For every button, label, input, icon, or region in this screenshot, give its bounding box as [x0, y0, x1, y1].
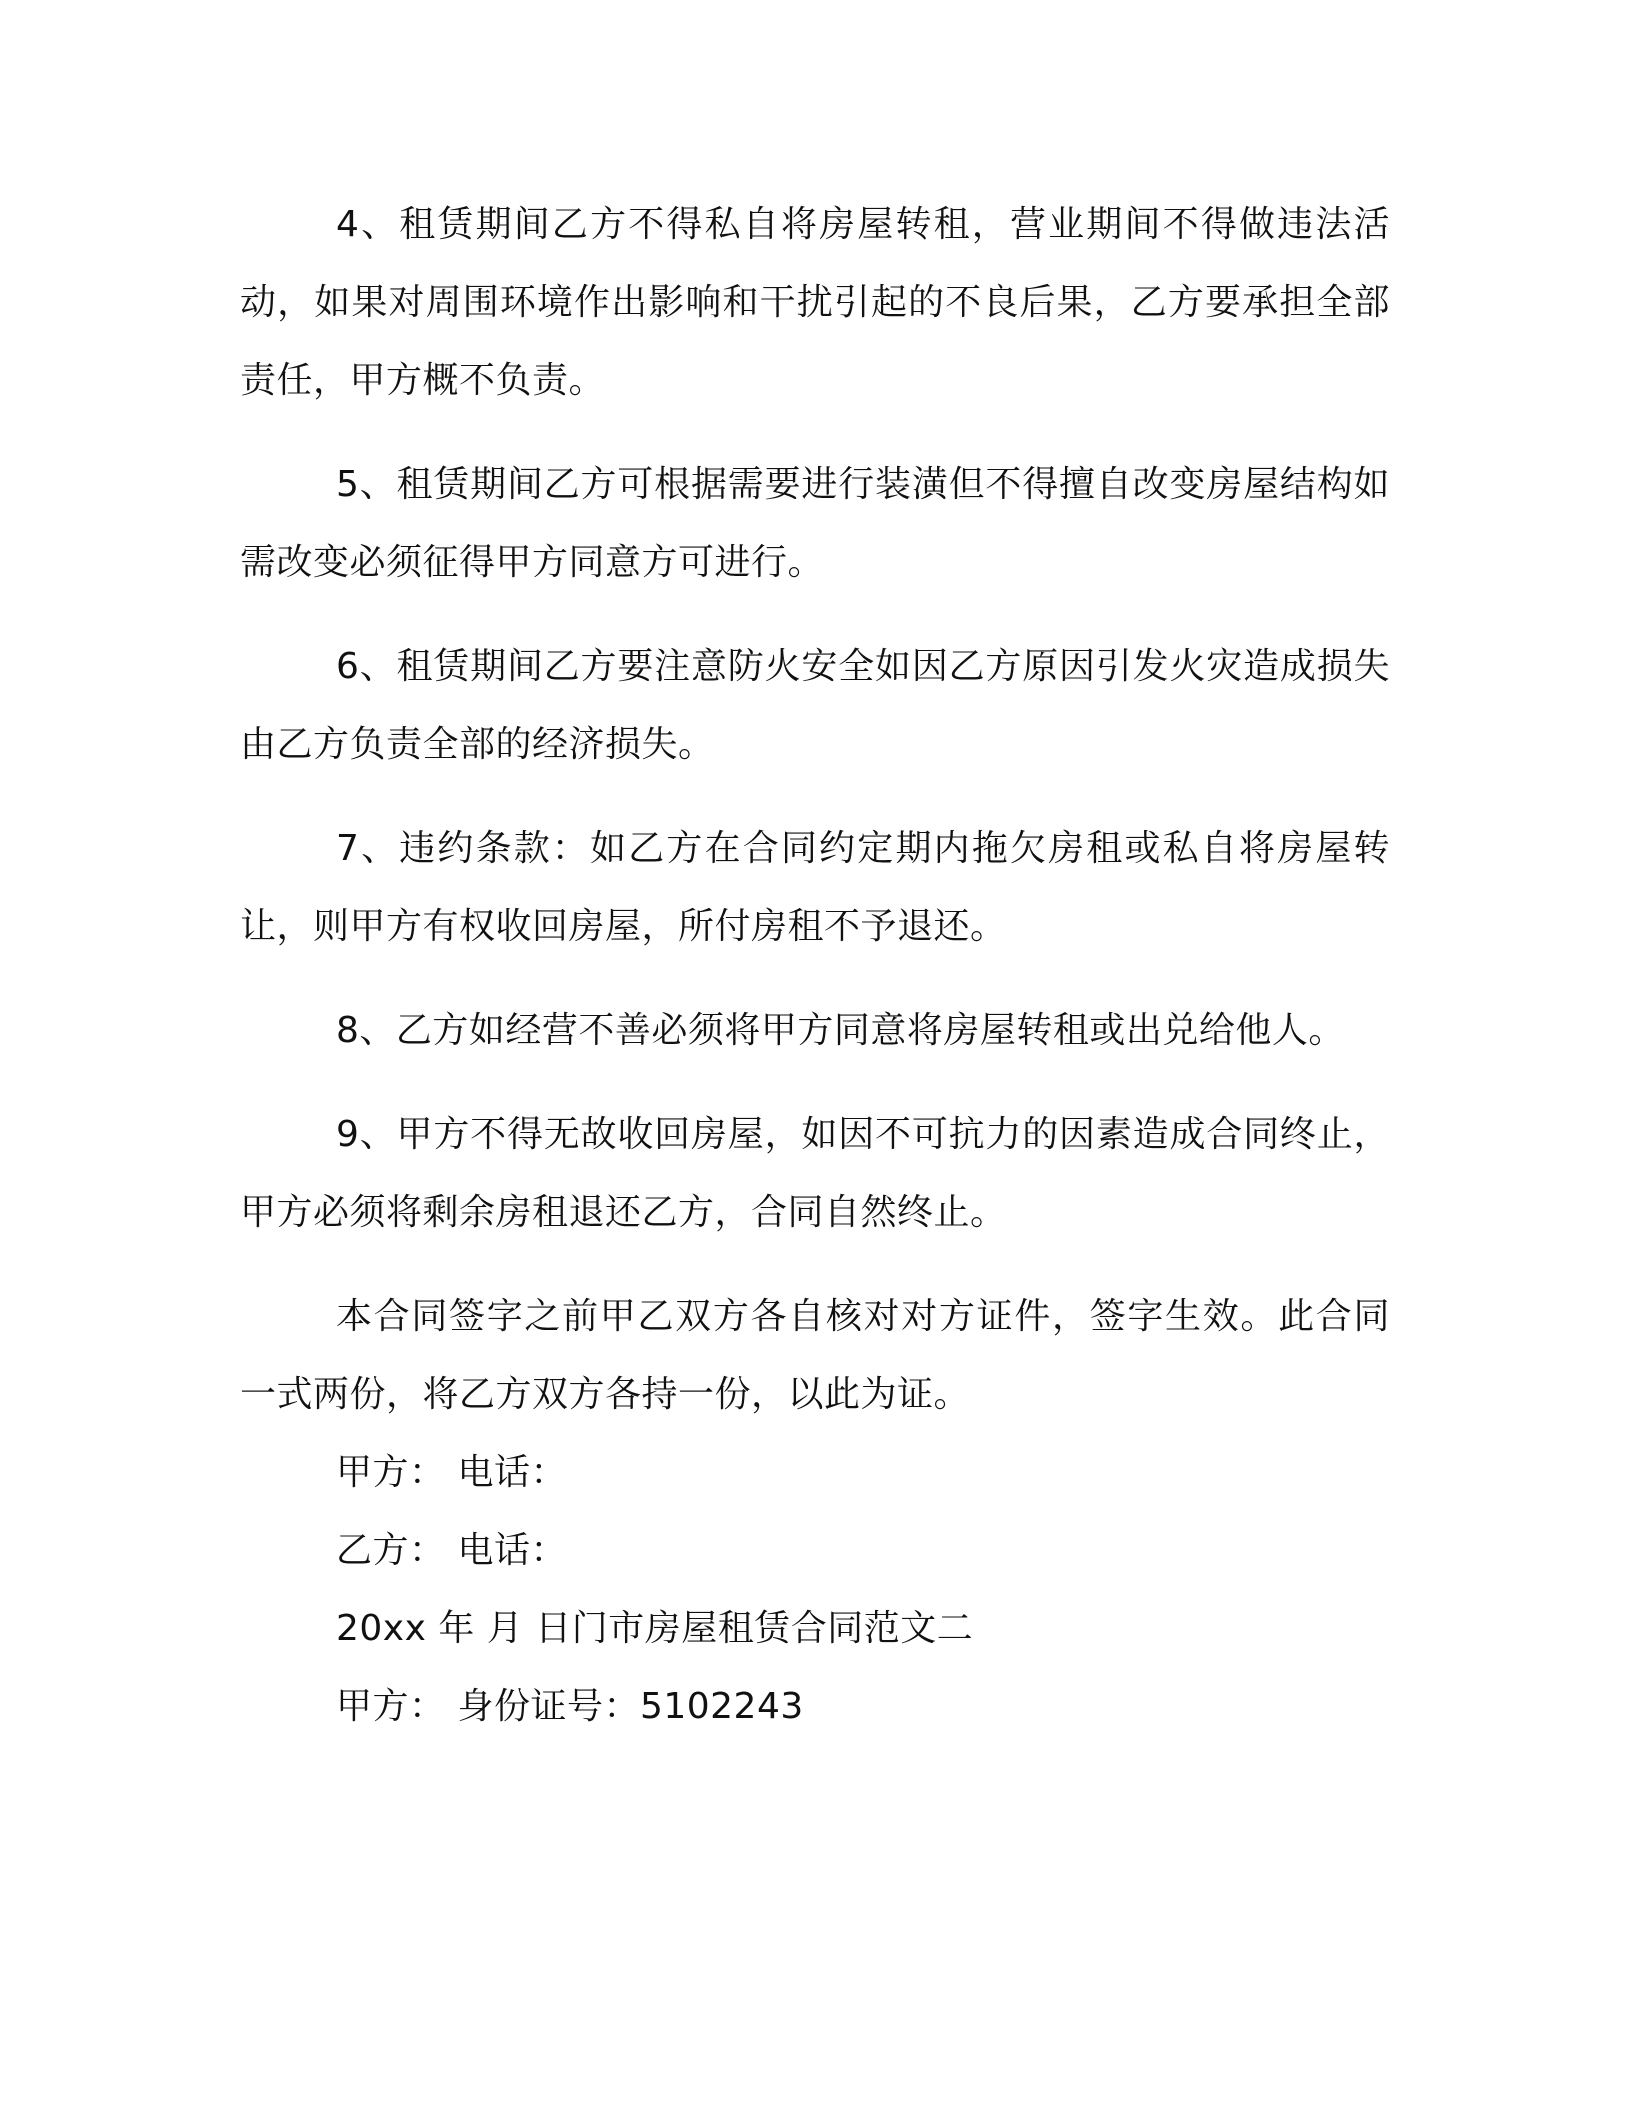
- party-a-phone-line: 甲方： 电话：: [336, 1452, 567, 1493]
- clause-7: 7、违约条款：如乙方在合同约定期内拖欠房租或私自将房屋转让，则甲方有权收回房屋，所付房租不予退还。: [240, 828, 1390, 947]
- closing-statement: 本合同签字之前甲乙双方各自核对对方证件，签字生效。此合同一式两份，将乙方双方各持一份，以此为证。: [240, 1296, 1390, 1415]
- date-and-next-title-line: 20xx 年 月 日门市房屋租赁合同范文二: [336, 1608, 974, 1649]
- party-b-phone-line: 乙方： 电话：: [336, 1530, 567, 1571]
- clause-9: 9、甲方不得无故收回房屋，如因不可抗力的因素造成合同终止，甲方必须将剩余房租退还乙方，合同自然终止。: [240, 1114, 1390, 1233]
- clause-6: 6、租赁期间乙方要注意防火安全如因乙方原因引发火灾造成损失由乙方负责全部的经济损失。: [240, 646, 1390, 765]
- clause-5: 5、租赁期间乙方可根据需要进行装潢但不得擅自改变房屋结构如需改变必须征得甲方同意方可进行。: [240, 464, 1390, 583]
- document-body: [240, 186, 1390, 1746]
- party-a-id-line: 甲方： 身份证号：5102243: [336, 1686, 804, 1727]
- clause-8: 8、乙方如经营不善必须将甲方同意将房屋转租或出兑给他人。: [336, 1010, 1345, 1051]
- clause-4: 4、租赁期间乙方不得私自将房屋转租，营业期间不得做违法活动，如果对周围环境作出影响和干扰引起的不良后果，乙方要承担全部责任，甲方概不负责。: [240, 204, 1390, 401]
